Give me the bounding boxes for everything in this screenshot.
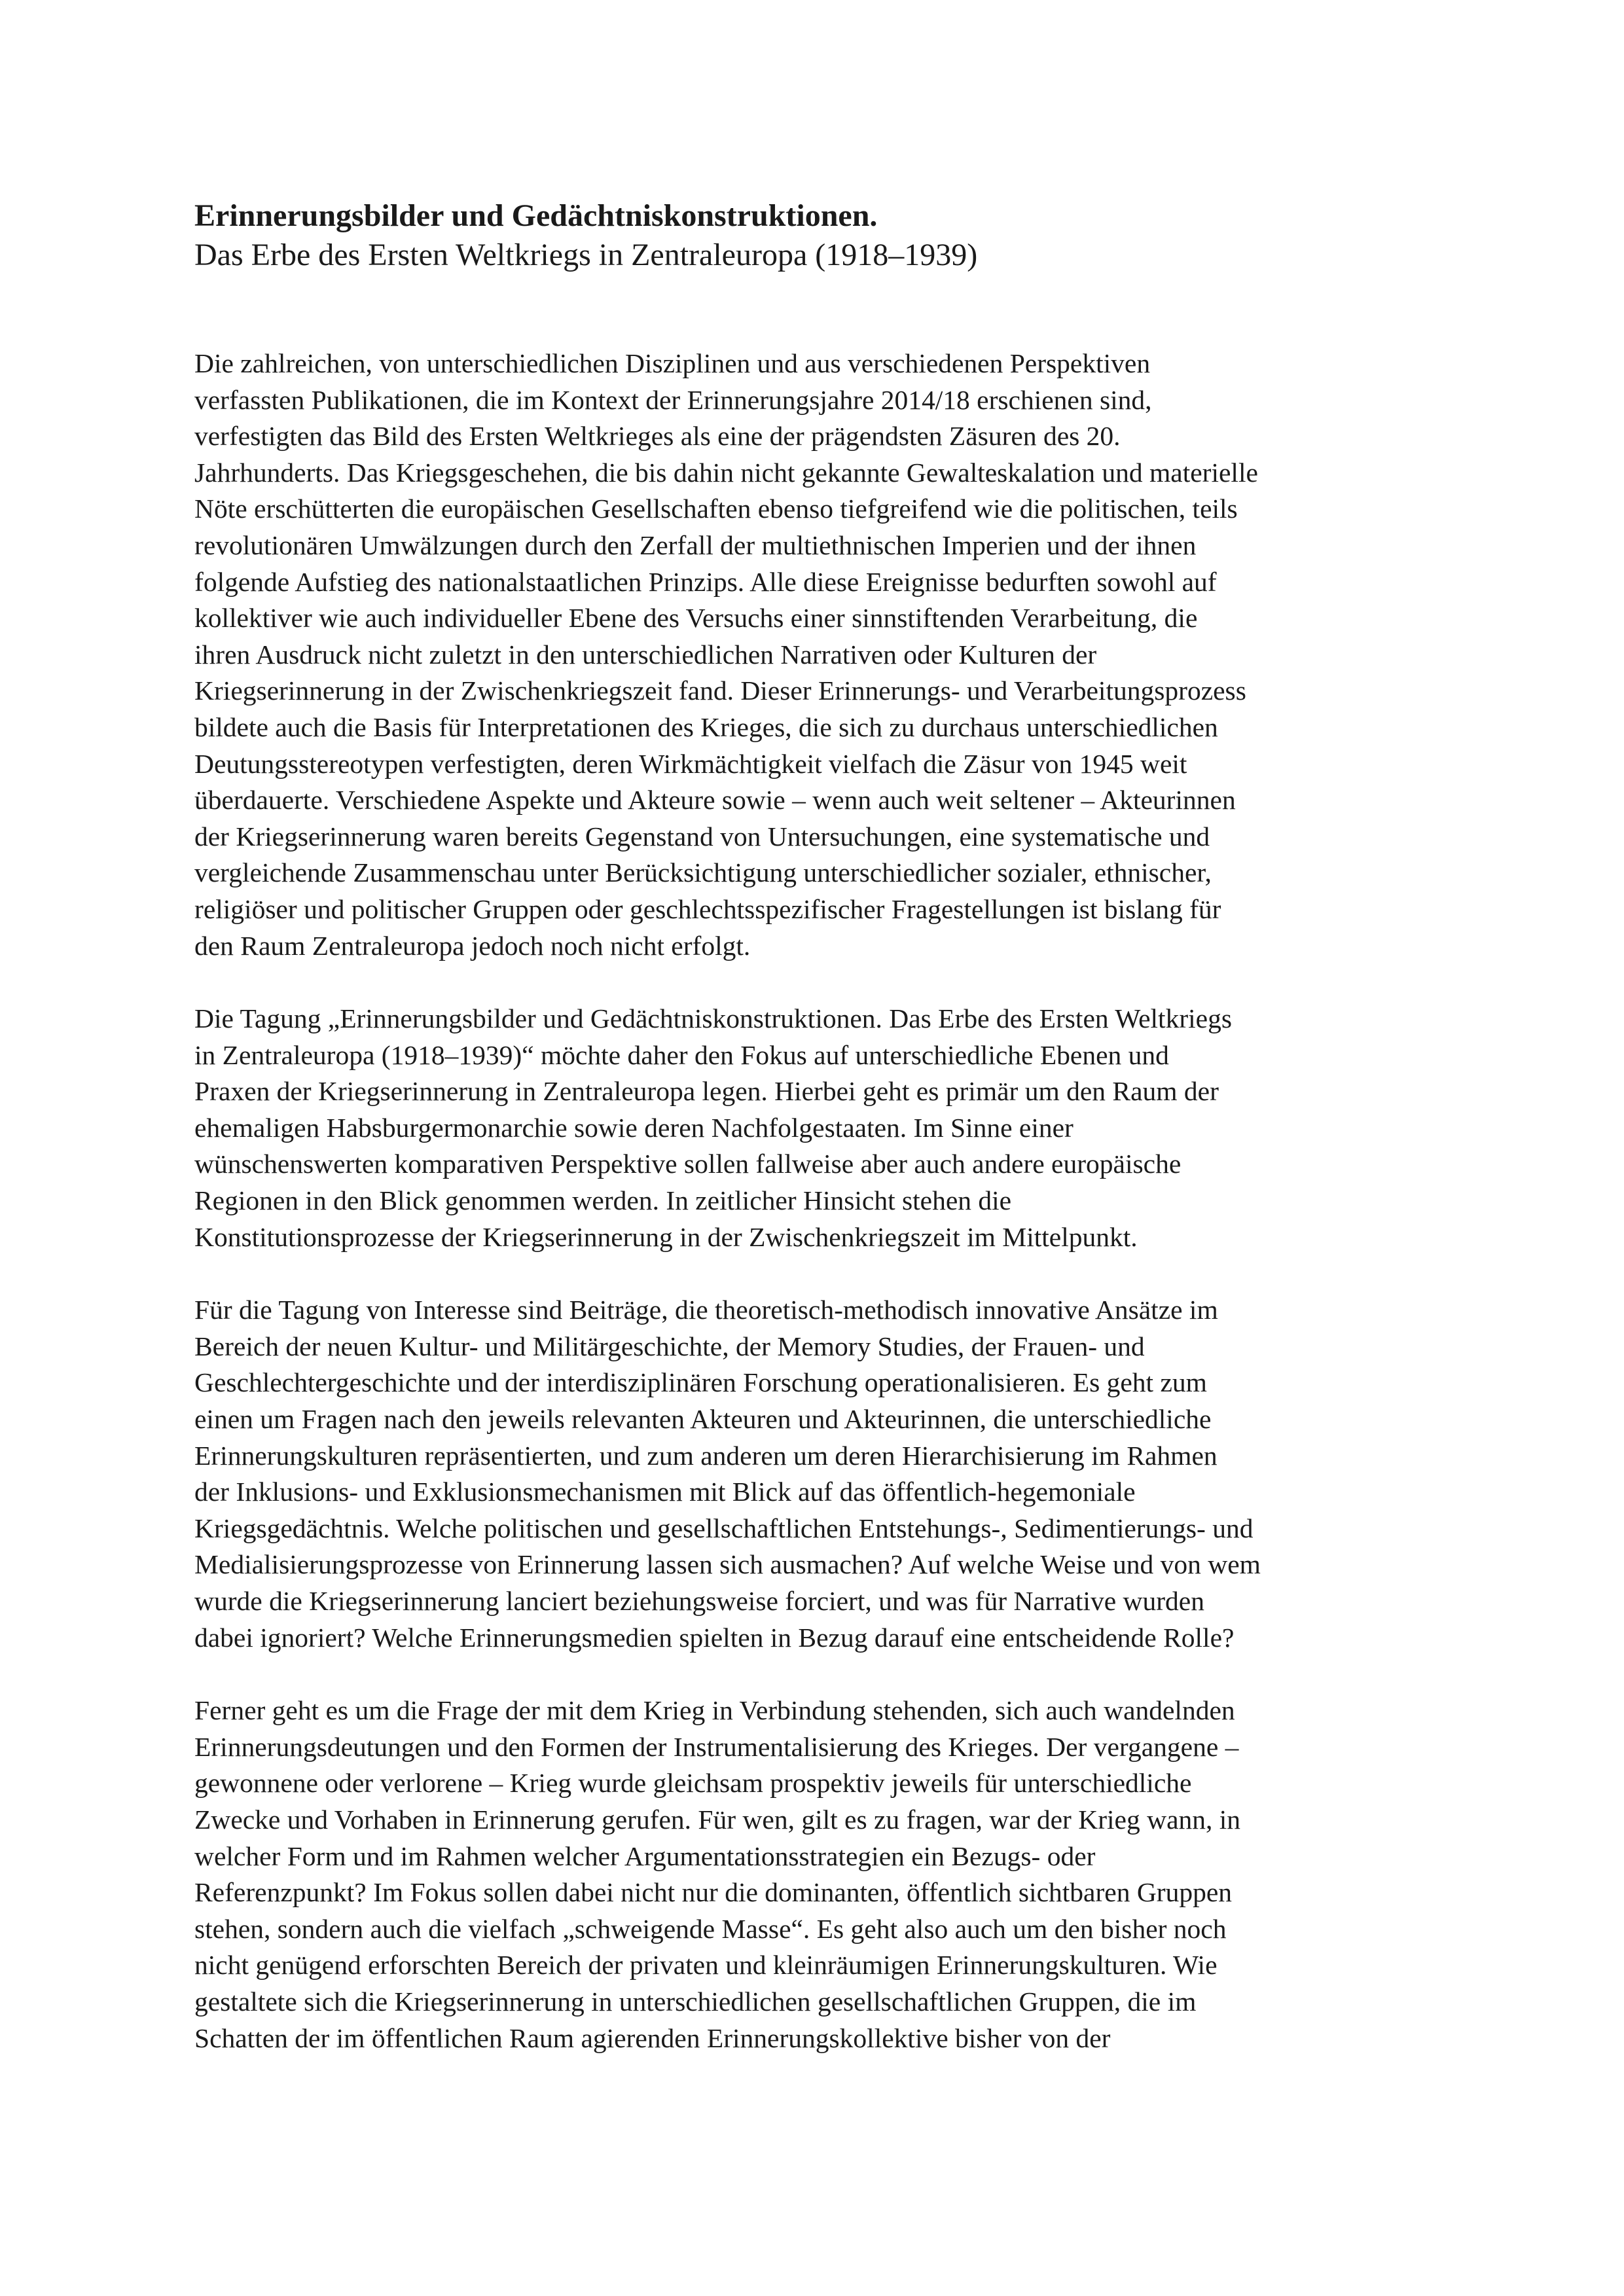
paragraph-line: Schatten der im öffentlichen Raum agierenden Erinnerungskollektive bisher von der bbox=[194, 2022, 1111, 2053]
document-title: Erinnerungsbilder und Gedächtniskonstruktionen. bbox=[194, 198, 878, 233]
paragraph-line: Nöte erschütterten die europäischen Gesellschaften ebenso tiefgreifend wie die politischen, teils bbox=[194, 493, 1238, 524]
paragraph-list bbox=[194, 346, 1451, 2056]
body-paragraph bbox=[194, 1693, 1451, 2056]
paragraph-line: kollektiver wie auch individueller Ebene des Versuchs einer sinnstiftenden Verarbeitung, die bbox=[194, 603, 1198, 634]
document-subtitle: Das Erbe des Ersten Weltkriegs in Zentraleuropa (1918–1939) bbox=[194, 238, 978, 272]
paragraph-line: Ferner geht es um die Frage der mit dem Krieg in Verbindung stehenden, sich auch wandelnden bbox=[194, 1695, 1235, 1726]
paragraph-line: verfestigten das Bild des Ersten Weltkrieges als eine der prägendsten Zäsuren des 20. bbox=[194, 421, 1121, 452]
paragraph-line: vergleichende Zusammenschau unter Berücksichtigung unterschiedlicher sozialer, ethnischer, bbox=[194, 857, 1212, 888]
body-paragraph bbox=[194, 346, 1451, 964]
paragraph-line: Kriegserinnerung in der Zwischenkriegszeit fand. Dieser Erinnerungs- und Verarbeitungsprozess bbox=[194, 675, 1246, 706]
paragraph-line: wurde die Kriegserinnerung lanciert beziehungsweise forciert, und was für Narrative wurden bbox=[194, 1586, 1204, 1616]
paragraph-line: Erinnerungskulturen repräsentierten, und zum anderen um deren Hierarchisierung im Rahmen bbox=[194, 1440, 1218, 1471]
paragraph-line: Regionen in den Blick genommen werden. In zeitlicher Hinsicht stehen die bbox=[194, 1185, 1012, 1216]
paragraph-line: Bereich der neuen Kultur- und Militärgeschichte, der Memory Studies, der Frauen- und bbox=[194, 1331, 1145, 1361]
paragraph-line: Geschlechtergeschichte und der interdisziplinären Forschung operationalisieren. Es geht zum bbox=[194, 1367, 1207, 1398]
paragraph-line: den Raum Zentraleuropa jedoch noch nicht erfolgt. bbox=[194, 930, 751, 961]
paragraph-line: der Inklusions- und Exklusionsmechanismen mit Blick auf das öffentlich-hegemoniale bbox=[194, 1477, 1136, 1507]
body-paragraph bbox=[194, 1292, 1451, 1656]
paragraph-line: Erinnerungsdeutungen und den Formen der Instrumentalisierung des Krieges. Der vergangene – bbox=[194, 1731, 1239, 1762]
paragraph-line: wünschenswerten komparativen Perspektive sollen fallweise aber auch andere europäische bbox=[194, 1149, 1182, 1179]
paragraph-line: ehemaligen Habsburgermonarchie sowie deren Nachfolgestaaten. Im Sinne einer bbox=[194, 1112, 1074, 1143]
paragraph-line: Medialisierungsprozesse von Erinnerung lassen sich ausmachen? Auf welche Weise und von wem bbox=[194, 1549, 1261, 1580]
paragraph-line: Die zahlreichen, von unterschiedlichen Disziplinen und aus verschiedenen Perspektiven bbox=[194, 348, 1151, 378]
paragraph-line: überdauerte. Verschiedene Aspekte und Akteure sowie – wenn auch weit seltener – Akteurinnen bbox=[194, 785, 1236, 816]
paragraph-line: ihren Ausdruck nicht zuletzt in den unterschiedlichen Narrativen oder Kulturen der bbox=[194, 639, 1097, 670]
paragraph-line: Die Tagung „Erinnerungsbilder und Gedächtniskonstruktionen. Das Erbe des Ersten Weltkriegs bbox=[194, 1003, 1232, 1034]
paragraph-line: revolutionären Umwälzungen durch den Zerfall der multiethnischen Imperien und der ihnen bbox=[194, 529, 1197, 560]
paragraph-line: Konstitutionsprozesse der Kriegserinnerung in der Zwischenkriegszeit im Mittelpunkt. bbox=[194, 1221, 1138, 1252]
paragraph-line: Jahrhunderts. Das Kriegsgeschehen, die bis dahin nicht gekannte Gewalteskalation und materielle bbox=[194, 457, 1258, 488]
paragraph-line: Deutungsstereotypen verfestigten, deren Wirkmächtigkeit vielfach die Zäsur von 1945 weit bbox=[194, 748, 1187, 779]
paragraph-line: gewonnene oder verlorene – Krieg wurde gleichsam prospektiv jeweils für unterschiedliche bbox=[194, 1768, 1192, 1799]
paragraph-line: Praxen der Kriegserinnerung in Zentraleuropa legen. Hierbei geht es primär um den Raum der bbox=[194, 1076, 1219, 1107]
paragraph-line: Kriegsgedächtnis. Welche politischen und gesellschaftlichen Entstehungs-, Sedimentierungs- und bbox=[194, 1513, 1254, 1543]
paragraph-line: gestaltete sich die Kriegserinnerung in unterschiedlichen gesellschaftlichen Gruppen, die im bbox=[194, 1986, 1197, 2017]
paragraph-line: einen um Fragen nach den jeweils relevanten Akteuren und Akteurinnen, die unterschiedliche bbox=[194, 1404, 1212, 1435]
paragraph-line: dabei ignoriert? Welche Erinnerungsmedien spielten in Bezug darauf eine entscheidende Rolle? bbox=[194, 1622, 1235, 1653]
paragraph-line: folgende Aufstieg des nationalstaatlichen Prinzips. Alle diese Ereignisse bedurften sowohl auf bbox=[194, 566, 1217, 597]
paragraph-line: welcher Form und im Rahmen welcher Argumentationsstrategien ein Bezugs- oder bbox=[194, 1840, 1096, 1871]
paragraph-line: religiöser und politischer Gruppen oder geschlechtsspezifischer Fragestellungen ist bislang für bbox=[194, 893, 1221, 924]
paragraph-line: in Zentraleuropa (1918–1939)“ möchte daher den Fokus auf unterschiedliche Ebenen und bbox=[194, 1039, 1169, 1070]
document-body bbox=[194, 196, 1451, 2056]
paragraph-line: Zwecke und Vorhaben in Erinnerung gerufen. Für wen, gilt es zu fragen, war der Krieg wann, in bbox=[194, 1804, 1241, 1835]
paragraph-line: Für die Tagung von Interesse sind Beiträge, die theoretisch-methodisch innovative Ansätze im bbox=[194, 1295, 1218, 1325]
paragraph-line: bildete auch die Basis für Interpretationen des Krieges, die sich zu durchaus unterschiedlichen bbox=[194, 711, 1218, 742]
paragraph-line: der Kriegserinnerung waren bereits Gegenstand von Untersuchungen, eine systematische und bbox=[194, 821, 1210, 852]
body-paragraph bbox=[194, 1001, 1451, 1255]
paragraph-line: stehen, sondern auch die vielfach „schweigende Masse“. Es geht also auch um den bisher noch bbox=[194, 1913, 1227, 1944]
paragraph-line: Referenzpunkt? Im Fokus sollen dabei nicht nur die dominanten, öffentlich sichtbaren Gruppen bbox=[194, 1877, 1233, 1908]
paragraph-line: verfassten Publikationen, die im Kontext der Erinnerungsjahre 2014/18 erschienen sind, bbox=[194, 384, 1152, 415]
paragraph-line: nicht genügend erforschten Bereich der privaten und kleinräumigen Erinnerungskulturen. Wie bbox=[194, 1950, 1218, 1981]
